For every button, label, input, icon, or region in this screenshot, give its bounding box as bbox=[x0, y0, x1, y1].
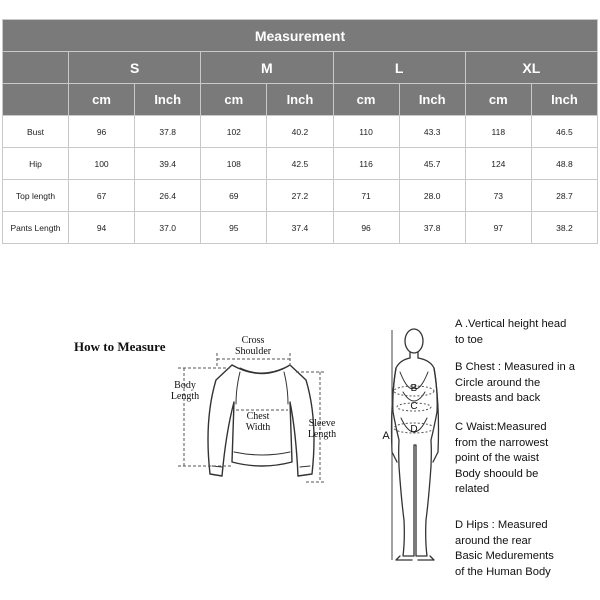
table-cell: 96 bbox=[333, 212, 399, 244]
size-header-l: L bbox=[333, 52, 465, 84]
marker-a: A bbox=[382, 430, 390, 442]
table-cell: 28.7 bbox=[531, 180, 597, 212]
marker-d: D bbox=[410, 424, 418, 435]
table-cell: 46.5 bbox=[531, 116, 597, 148]
table-cell: 96 bbox=[69, 116, 135, 148]
note-c: C Waist:Measured from the narrowest point of the waist Body shoould be related bbox=[455, 421, 549, 496]
table-cell: 116 bbox=[333, 148, 399, 180]
table-cell: 94 bbox=[69, 212, 135, 244]
human-figure bbox=[392, 329, 439, 560]
sleeve-length-label: Sleeve Length bbox=[307, 418, 337, 440]
row-label: Top length bbox=[3, 180, 69, 212]
note-a: A .Vertical height head to toe bbox=[455, 318, 567, 346]
table-cell: 110 bbox=[333, 116, 399, 148]
size-header-xl: XL bbox=[465, 52, 597, 84]
unit-header: cm bbox=[201, 84, 267, 116]
size-header-m: M bbox=[201, 52, 333, 84]
table-cell: 71 bbox=[333, 180, 399, 212]
how-to-measure-title: How to Measure bbox=[74, 339, 166, 354]
table-cell: 48.8 bbox=[531, 148, 597, 180]
note-b: B Chest : Measured in a Circle around the breasts and back bbox=[455, 361, 576, 405]
table-cell: 43.3 bbox=[399, 116, 465, 148]
table-cell: 26.4 bbox=[135, 180, 201, 212]
table-cell: 108 bbox=[201, 148, 267, 180]
table-cell: 40.2 bbox=[267, 116, 333, 148]
sweater-armholes bbox=[236, 372, 288, 404]
table-cell: 45.7 bbox=[399, 148, 465, 180]
table-cell: 37.8 bbox=[135, 116, 201, 148]
table-cell: 124 bbox=[465, 148, 531, 180]
table-cell: 67 bbox=[69, 180, 135, 212]
table-cell: 118 bbox=[465, 116, 531, 148]
table-cell: 100 bbox=[69, 148, 135, 180]
table-cell: 73 bbox=[465, 180, 531, 212]
table-cell: 69 bbox=[201, 180, 267, 212]
row-label: Pants Length bbox=[3, 212, 69, 244]
unit-header: Inch bbox=[531, 84, 597, 116]
unit-header: Inch bbox=[135, 84, 201, 116]
marker-c: C bbox=[410, 401, 418, 412]
unit-header: Inch bbox=[399, 84, 465, 116]
table-cell: 37.8 bbox=[399, 212, 465, 244]
table-cell: 28.0 bbox=[399, 180, 465, 212]
body-length-label: Body Length bbox=[170, 380, 200, 402]
marker-b: B bbox=[410, 383, 418, 394]
table-cell: 27.2 bbox=[267, 180, 333, 212]
table-cell: 37.4 bbox=[267, 212, 333, 244]
sweater-hem bbox=[234, 452, 290, 455]
table-cell: 37.0 bbox=[135, 212, 201, 244]
table-cell: 38.2 bbox=[531, 212, 597, 244]
table-cell: 39.4 bbox=[135, 148, 201, 180]
row-label: Bust bbox=[3, 116, 69, 148]
chest-width-label: Chest Width bbox=[238, 411, 278, 433]
size-header-s: S bbox=[69, 52, 201, 84]
note-d: D Hips : Measured around the rear Basic Medurements of the Human Body bbox=[455, 519, 554, 578]
table-cell: 95 bbox=[201, 212, 267, 244]
table-cell: 42.5 bbox=[267, 148, 333, 180]
unit-header: cm bbox=[333, 84, 399, 116]
figure-feet bbox=[396, 556, 434, 560]
row-label: Hip bbox=[3, 148, 69, 180]
table-title: Measurement bbox=[3, 20, 598, 52]
sweater-neck bbox=[240, 368, 284, 373]
unit-header: cm bbox=[69, 84, 135, 116]
table-cell: 97 bbox=[465, 212, 531, 244]
cross-shoulder-label: Cross Shoulder bbox=[235, 335, 272, 357]
figure-head bbox=[405, 329, 423, 353]
table-cell: 102 bbox=[201, 116, 267, 148]
unit-header: Inch bbox=[267, 84, 333, 116]
unit-header: cm bbox=[465, 84, 531, 116]
